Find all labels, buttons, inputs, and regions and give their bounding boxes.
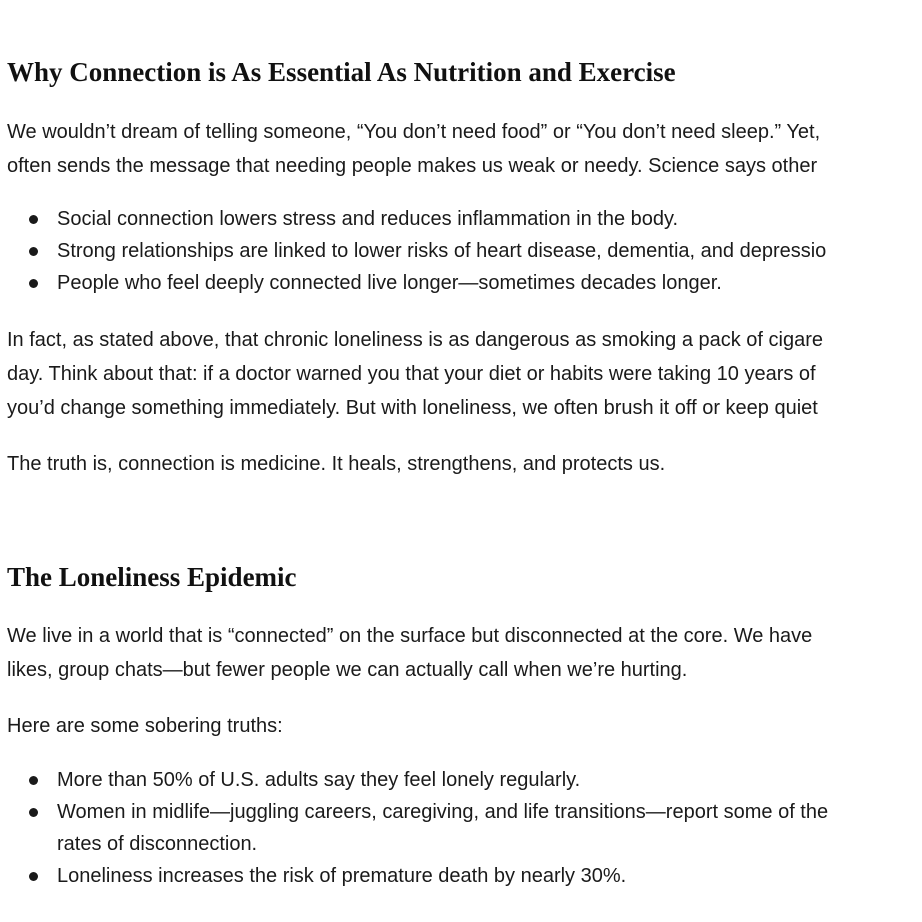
fact-line: In fact, as stated above, that chronic loneliness is as dangerous as smoking a pack of cigare bbox=[7, 329, 824, 351]
truth-paragraph: The truth is, connection is medicine. It heals, strengthens, and protects us. bbox=[7, 453, 666, 475]
list-item: Loneliness increases the risk of premature death by nearly 30%. bbox=[7, 860, 922, 892]
bullet-icon bbox=[29, 247, 38, 256]
list-item: Strong relationships are linked to lower risks of heart disease, dementia, and depressio bbox=[7, 235, 922, 267]
bullet-icon bbox=[29, 279, 38, 288]
bullet-icon bbox=[29, 776, 38, 785]
intro-line: We wouldn’t dream of telling someone, “You don’t need food” or “You don’t need sleep.” Yet, bbox=[7, 121, 821, 143]
benefits-list bbox=[7, 203, 922, 299]
epidemic-paragraph bbox=[7, 619, 922, 687]
intro-paragraph bbox=[7, 115, 922, 183]
bullet-icon bbox=[29, 808, 38, 817]
fact-line: you’d change something immediately. But with loneliness, we often brush it off or keep quiet bbox=[7, 397, 818, 419]
truths-lead: Here are some sobering truths: bbox=[7, 715, 283, 737]
fact-line: day. Think about that: if a doctor warned you that your diet or habits were taking 10 years of bbox=[7, 363, 816, 385]
section-heading-connection: Why Connection is As Essential As Nutrition and Exercise bbox=[7, 57, 676, 87]
list-item: More than 50% of U.S. adults say they feel lonely regularly. bbox=[7, 764, 922, 796]
intro-line: often sends the message that needing people makes us weak or needy. Science says other bbox=[7, 155, 818, 177]
epidemic-line: We live in a world that is “connected” on the surface but disconnected at the core. We have bbox=[7, 625, 813, 647]
list-item: Women in midlife—juggling careers, caregiving, and life transitions—report some of the rates of disconnection. bbox=[7, 796, 922, 860]
truths-list bbox=[7, 764, 922, 892]
list-item: People who feel deeply connected live longer—sometimes decades longer. bbox=[7, 267, 922, 299]
bullet-icon bbox=[29, 215, 38, 224]
section-heading-loneliness: The Loneliness Epidemic bbox=[7, 562, 297, 592]
list-item: Social connection lowers stress and reduces inflammation in the body. bbox=[7, 203, 922, 235]
fact-paragraph bbox=[7, 323, 922, 425]
epidemic-line: likes, group chats—but fewer people we can actually call when we’re hurting. bbox=[7, 659, 688, 681]
bullet-icon bbox=[29, 872, 38, 881]
